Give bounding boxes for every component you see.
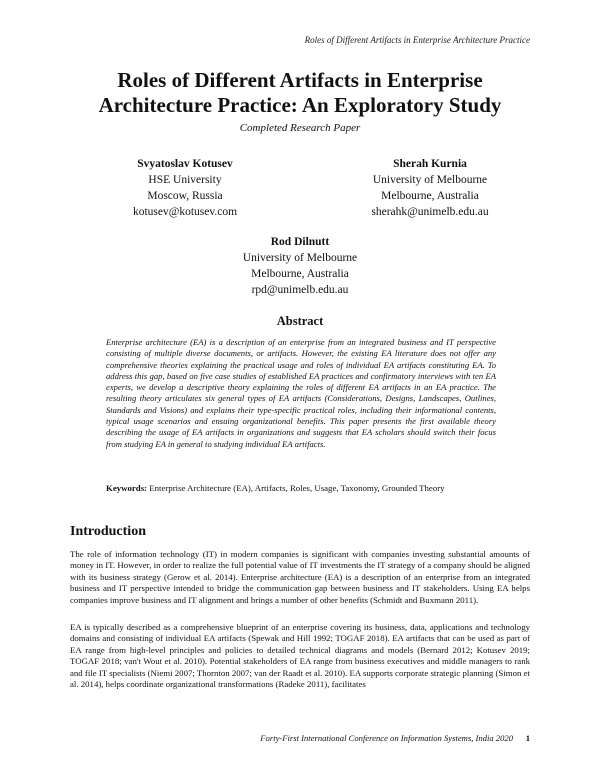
keywords [106, 483, 496, 495]
keywords-text: Enterprise Architecture (EA), Artifacts, Roles, Usage, Taxonomy, Grounded Theory [149, 483, 445, 493]
author-location: Melbourne, Australia [251, 268, 349, 280]
author-affiliation: University of Melbourne [242, 252, 358, 264]
paper-title [0, 68, 600, 118]
keywords-label: Keywords: [106, 483, 148, 493]
author-location: Moscow, Russia [147, 190, 223, 202]
abstract-text: Enterprise architecture (EA) is a description of an enterprise from an integrated business and IT perspective consisting of multiple diverse documents, or artifacts. However, the existing EA literature does not offer any comprehensive theories explaining the practical usage and roles of individual EA artifacts constituting EA. To address this gap, based on five case studies of established EA practices and confirmatory interviews with ten EA experts, we develop a descriptive theory explaining the roles of different EA artifacts in an EA practice. The resulting theory articulates six general types of EA artifacts (Considerations, Designs, Landscapes, Outlines, Standards and Visions) and explains their type-specific practical roles, including their informational contents, typical usage scenarios and ensuing organizational benefits. This paper presents the first available theory describing the usage of EA artifacts in organizations and suggests that EA scholars should switch their focus from studying EA in general to studying individual EA artifacts. [106, 337, 496, 449]
author-block [200, 234, 400, 298]
author-name: Rod Dilnutt [270, 236, 330, 248]
paper-type: Completed Research Paper [239, 122, 361, 134]
author-email[interactable]: rpd@unimelb.edu.au [251, 284, 349, 296]
abstract-heading: Abstract [276, 314, 324, 328]
title-line-2: Architecture Practice: An Exploratory Study [98, 93, 502, 117]
author-block [90, 156, 280, 220]
conference-footer: Forty-First International Conference on Information Systems, India 2020 [260, 733, 513, 743]
introduction-paragraph: EA is typically described as a comprehensive blueprint of an enterprise covering its business, data, applications and technology domains and consisting of individual EA artifacts (Spewak and Hill 1992; TOGAF 2018). EA artifacts that can be used as part of EA range from high-level principles and policies to detailed technical diagrams and models (Bernard 2012; Kotusev 2019; TOGAF 2018; van't Wout et al. 2010). Potential stakeholders of EA range from business executives and middle managers to rank and file IT specialists (Niemi 2007; Thornton 2007; van der Raadt et al. 2010). EA supports corporate strategic planning (Simon et al. 2014), helps coordinate organizational transformations (Radeke 2011), facilitates [70, 622, 530, 690]
author-email[interactable]: kotusev@kotusev.com [132, 206, 238, 218]
author-affiliation: HSE University [148, 174, 222, 186]
introduction-heading: Introduction [70, 524, 146, 539]
title-line-1: Roles of Different Artifacts in Enterprise [117, 68, 483, 92]
author-block [330, 156, 530, 220]
author-affiliation: University of Melbourne [372, 174, 488, 186]
page-number: 1 [525, 733, 530, 743]
author-name: Svyatoslav Kotusev [137, 158, 233, 170]
running-header: Roles of Different Artifacts in Enterprise Architecture Practice [304, 35, 530, 45]
author-name: Sherah Kurnia [393, 158, 467, 170]
author-email[interactable]: sherahk@unimelb.edu.au [371, 206, 489, 218]
introduction-paragraph: The role of information technology (IT) in modern companies is significant with companies investing substantial amounts of money in IT. However, in order to realize the full potential value of IT investments the IT strategy of a company should be aligned with its business strategy (Gerow et al. 2014). Enterprise architecture (EA) is a description of an enterprise from an integrated business and IT perspective intended to bridge the communication gap between business and IT stakeholders. Using EA helps companies improve business and IT alignment and brings a number of other benefits (Schmidt and Buxmann 2011). [70, 549, 530, 605]
author-location: Melbourne, Australia [381, 190, 479, 202]
